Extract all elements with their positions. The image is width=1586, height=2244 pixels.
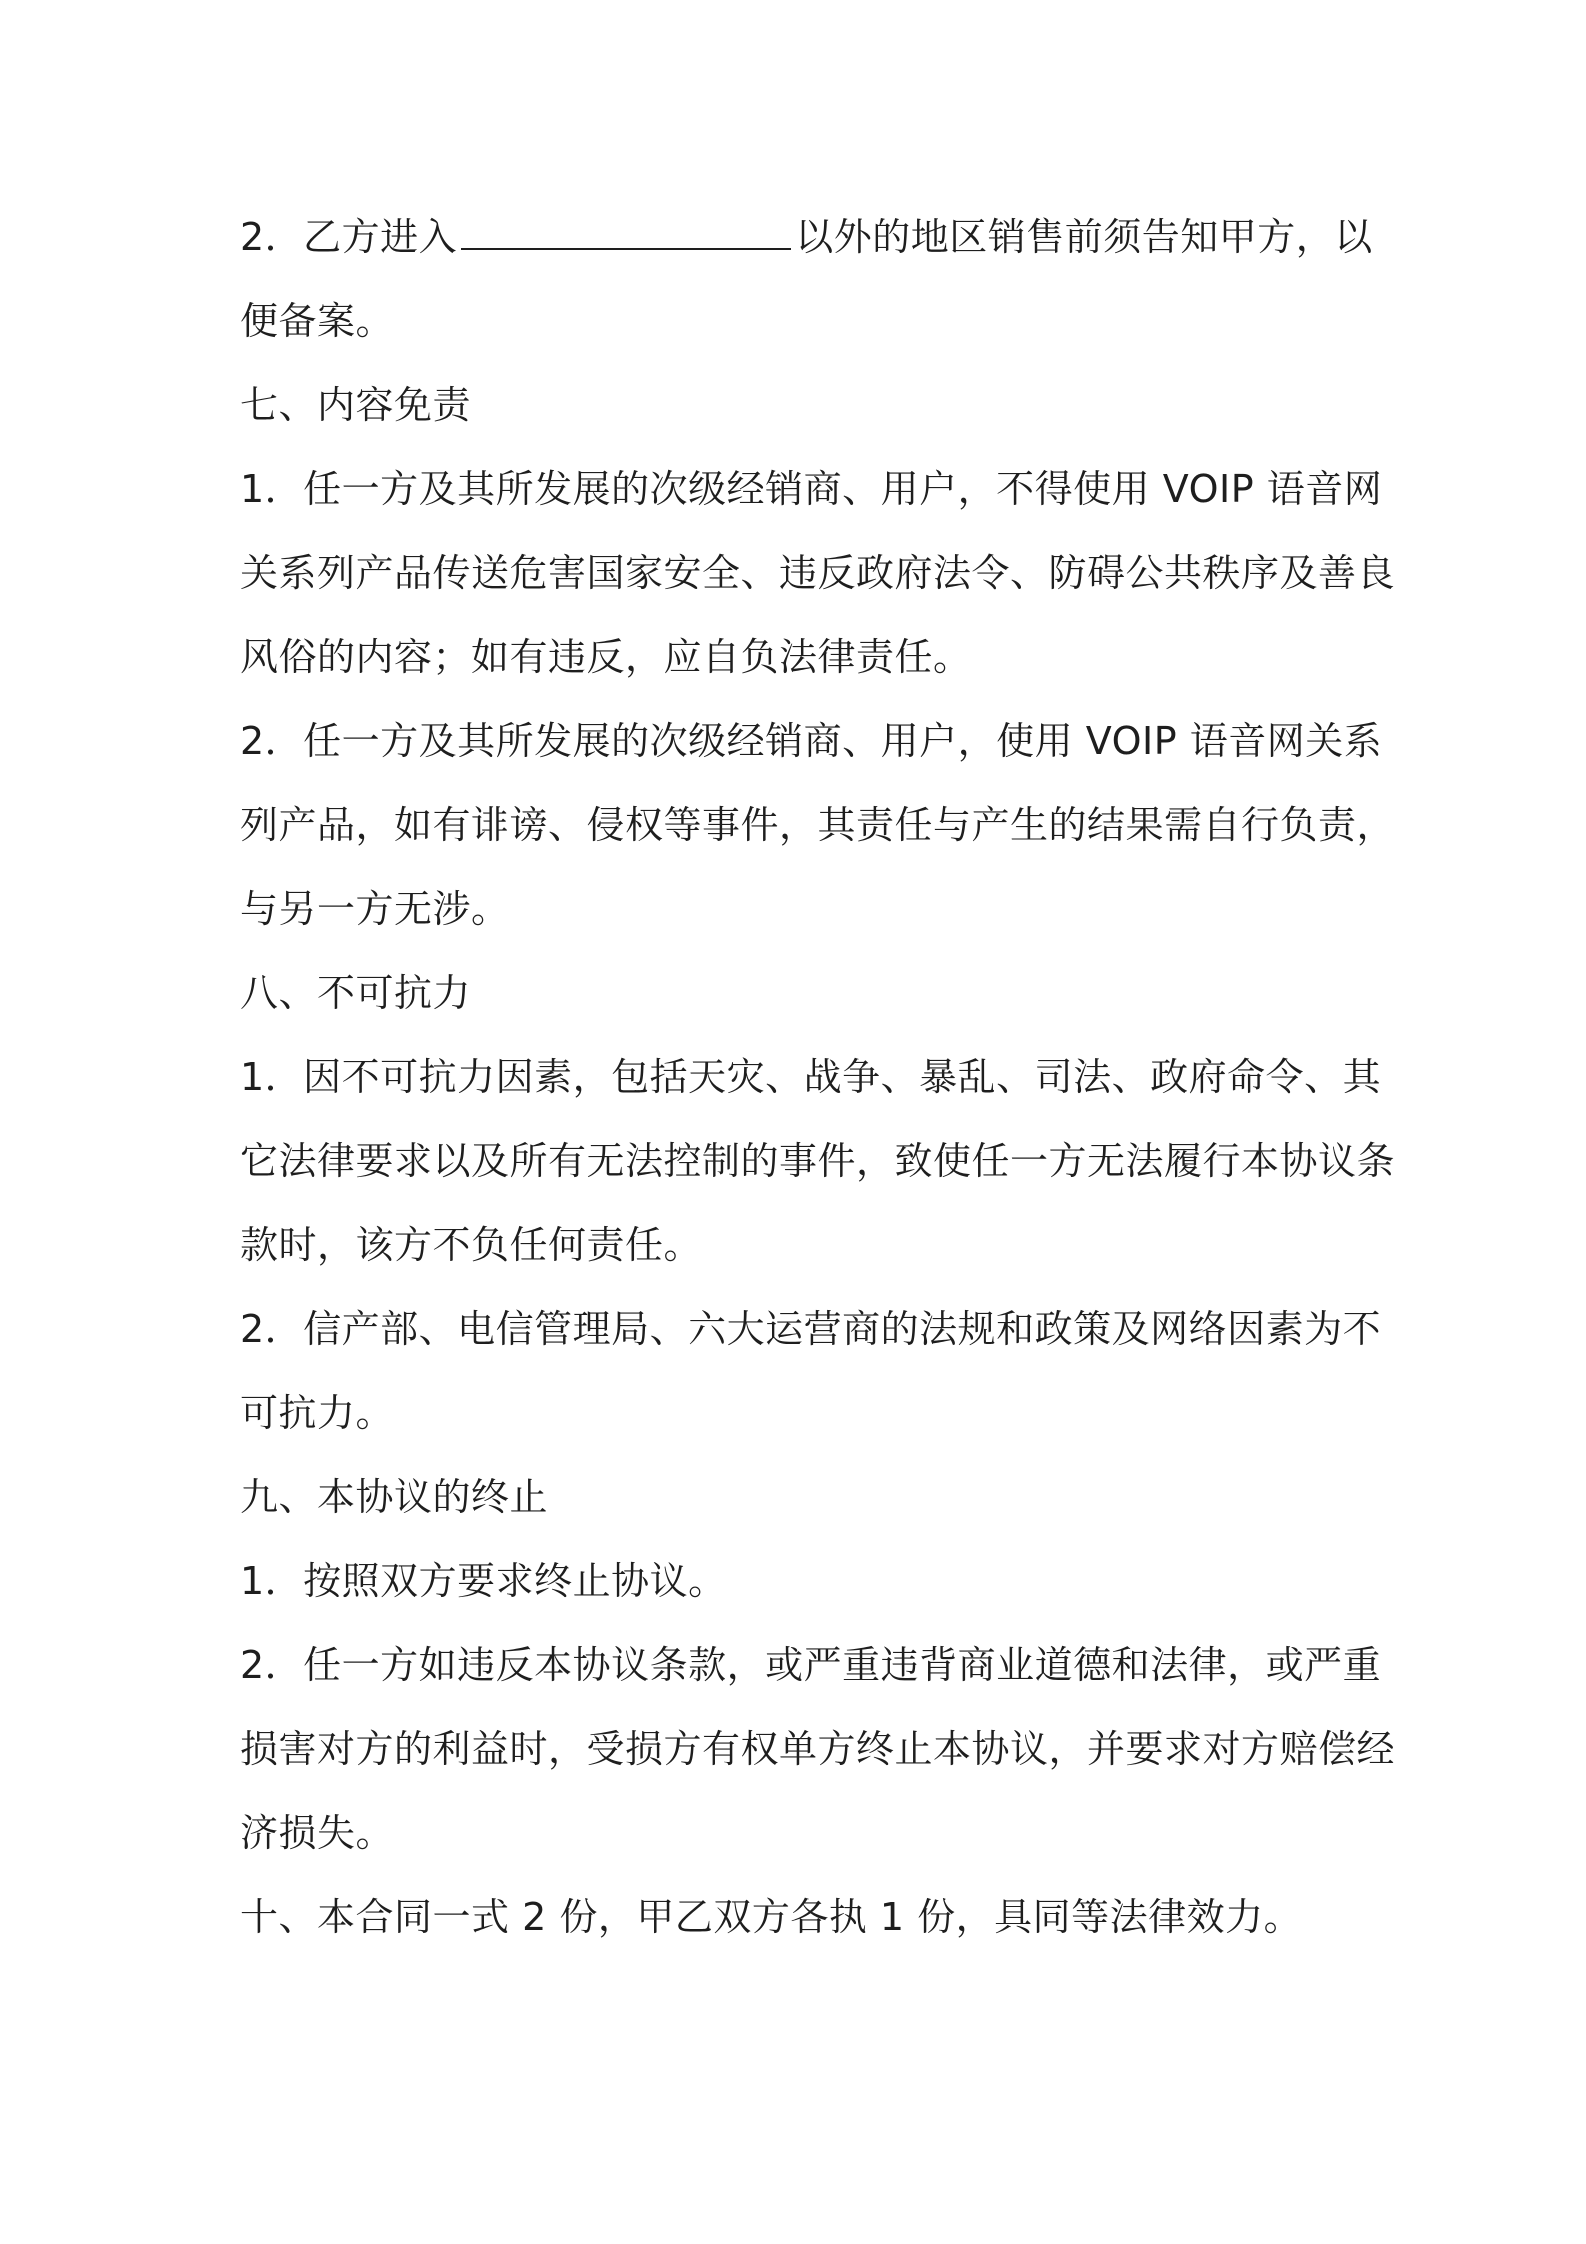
clause6-item2-line2: 便备案。 (240, 299, 395, 343)
section8-item2-line2: 可抗力。 (240, 1391, 395, 1435)
section7-item1-line2: 关系列产品传送危害国家安全、违反政府法令、防碍公共秩序及善良 (240, 551, 1396, 595)
section9-item1-line1: 1．按照双方要求终止协议。 (240, 1559, 727, 1603)
section9-item2-line3: 济损失。 (240, 1811, 395, 1855)
section9-item2-line2: 损害对方的利益时，受损方有权单方终止本协议，并要求对方赔偿经 (240, 1727, 1396, 1771)
section7-item2-line3: 与另一方无涉。 (240, 887, 510, 931)
section9-item2-line1: 2．任一方如违反本协议条款，或严重违背商业道德和法律，或严重 (240, 1643, 1382, 1687)
section8-item2-line1: 2．信产部、电信管理局、六大运营商的法规和政策及网络因素为不 (240, 1307, 1382, 1351)
section10-text: 十、本合同一式 2 份，甲乙双方各执 1 份，具同等法律效力。 (240, 1895, 1303, 1939)
section7-item1-line3: 风俗的内容；如有违反，应自负法律责任。 (240, 635, 972, 679)
section7-item2-line1: 2．任一方及其所发展的次级经销商、用户，使用 VOIP 语音网关系 (240, 719, 1383, 763)
section8-item1-line1: 1．因不可抗力因素，包括天灾、战争、暴乱、司法、政府命令、其 (240, 1055, 1382, 1099)
section8-item1-line3: 款时，该方不负任何责任。 (240, 1223, 703, 1267)
document-body (240, 195, 1396, 1959)
clause6-item2-suffix: 以外的地区销售前须告知甲方，以 (795, 215, 1373, 259)
fill-in-blank (461, 210, 791, 250)
section8-item1-line2: 它法律要求以及所有无法控制的事件，致使任一方无法履行本协议条 (240, 1139, 1396, 1183)
section7-item2-line2: 列产品，如有诽谤、侵权等事件，其责任与产生的结果需自行负责， (240, 803, 1396, 847)
clause6-item2-prefix: 2．乙方进入 (240, 215, 458, 259)
section9-heading: 九、本协议的终止 (240, 1475, 549, 1519)
section8-heading: 八、不可抗力 (240, 971, 472, 1015)
section7-heading: 七、内容免责 (240, 383, 472, 427)
section7-item1-line1: 1．任一方及其所发展的次级经销商、用户，不得使用 VOIP 语音网 (240, 467, 1383, 511)
clause6-item2-line1 (240, 195, 1373, 279)
